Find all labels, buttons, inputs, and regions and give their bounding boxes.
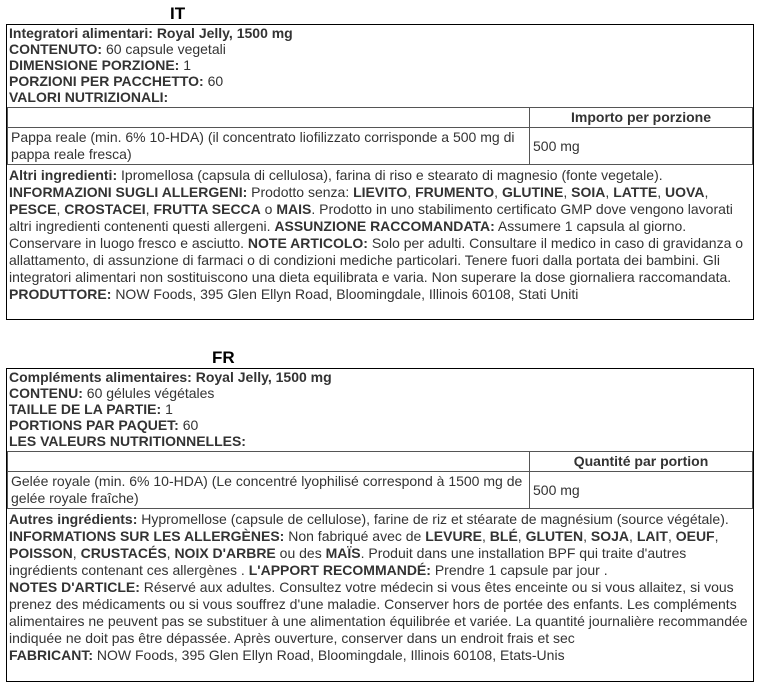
fr-content-label: CONTENU: [9,385,83,401]
allergen-item: CROSTACEI [64,201,146,217]
fr-serving-label: TAILLE DE LA PARTIE: [9,401,162,417]
it-other-label: Altri ingredienti: [9,167,118,183]
allergen-item: GLUTEN [525,528,584,544]
allergen-item: MAIS [276,201,312,217]
table-row [8,108,753,128]
allergen-item: UOVA [665,184,705,200]
it-notes-label: NOTE ARTICOLO: [247,235,368,251]
it-other-value: Ipromellosa (capsula di cellulosa), farina di riso e stearato di magnesio (fonte vegetale). [121,167,663,183]
it-producer-label: PRODUTTORE: [9,286,112,302]
fr-nutrition-table [7,451,753,509]
table-row [8,128,753,165]
allergen-joiner: o [264,201,273,217]
allergen-item: NOIX D'ARBRE [174,545,276,561]
allergen-item: LAIT [636,528,668,544]
it-row-value: 500 mg [530,128,753,165]
it-producer-value: NOW Foods, 395 Glen Ellyn Road, Bloomingdale, Illinois 60108, Stati Uniti [115,286,579,302]
fr-product-line [7,369,753,385]
allergen-item: MAÏS [325,545,361,561]
fr-allergen-label: INFORMATIONS SUR LES ALLERGÈNES: [9,528,285,544]
it-serving-label: DIMENSIONE PORZIONE: [9,57,180,73]
it-allergen-tail: . Prodotto in uno stabilimento certificato GMP dove vengono lavorati altri ingredienti contenenti questi allergeni. [9,201,733,234]
it-content-line [7,41,753,57]
it-details: Altri ingredienti: Ipromellosa (capsula di cellulosa), farina di riso e stearato di magnesio (fonte vegetale). INFORMAZIONI SUGLI ALLERGENI: Prodotto senza: LIEVITO, FRUMENTO, GLUTINE, SOIA, LATTE, UOVA, PESCE, CROSTACEI, FRUTTA SECCA o MAIS. Prodotto in uno stabilimento certificato GMP dove vengono lavorati altri ingredienti contenenti questi allergeni. ASSUNZIONE RACCOMANDATA: Assumere 1 capsula al giorno. Conservare in luogo fresco e asciutto. NOTE ARTICOLO: Solo per adulti. Consultare il medico in caso di gravidanza o allattamento, di assunzione di farmaci o di condizioni mediche particolari. Tenere fuori dalla portata dei bambini. Gli integratori alimentari non sostituiscono una dieta equilibrata e varia. Non superare la dose giornaliera raccomandata. PRODUTTORE: NOW Foods, 395 Glen Ellyn Road, Bloomingdale, Illinois 60108, Stati Uniti [9,167,744,302]
it-product-value: Royal Jelly, 1500 mg [156,25,293,41]
fr-producer-label: FABRICANT: [9,647,93,663]
it-product-line [7,25,753,41]
it-notes-value: Solo per adulti. Consultare il medico in caso di gravidanza o allattamento, di assunzione di farmaci o di condizioni mediche particolari. Tenere fuori dalla portata dei bambini. Gli integratori alimentari non sostituiscono una dieta equilibrata e varia. Non superare la dose giornaliera raccomandata. [9,235,744,285]
allergen-item: FRUTTA SECCA [153,201,261,217]
fr-servings-line [7,417,753,433]
fr-dosage-label: L'APPORT RECOMMANDÉ: [248,562,431,578]
allergen-item: LEVURE [425,528,483,544]
fr-other-label: Autres ingrédients: [9,511,138,527]
fr-section-title: FR [212,348,235,367]
fr-product-value: Royal Jelly, 1500 mg [195,369,332,385]
fr-serving-value: 1 [165,401,173,417]
it-servings-label: PORZIONI PER PACCHETTO: [9,73,204,89]
allergen-item: SOIA [571,184,606,200]
fr-servings-value: 60 [182,417,199,433]
fr-producer-value: NOW Foods, 395 Glen Ellyn Road, Bloomingdale, Illinois 60108, Etats-Unis [96,647,565,663]
it-allergen-intro: Prodotto senza: [251,184,350,200]
it-content-value: 60 capsule vegetali [105,41,226,57]
allergen-item: PESCE [9,201,57,217]
fr-info-block [6,368,754,682]
fr-notes-value: Réservé aux adultes. Consultez votre médecin si vous êtes enceinte ou si vous allaitez, si vous prenez des médicaments ou si vous souffrez d'une maladie. Conserver hors de portée des enfants. Les compléments alimentaires ne peuvent pas se substituer à une alimentation équilibrée et variée. La quantité journalière recommandée indiquée ne doit pas être dépassée. Après ouverture, conserver dans un endroit frais et sec [9,579,748,646]
fr-servings-label: PORTIONS PAR PAQUET: [9,417,179,433]
fr-details: Autres ingrédients: Hypromellose (capsule de cellulose), farine de riz et stéarate de magnésium (source végétale). INFORMATIONS SUR LES ALLERGÈNES: Non fabriqué avec de LEVURE, BLÉ, GLUTEN, SOJA, LAIT, OEUF, POISSON, CRUSTACÉS, NOIX D'ARBRE ou des MAÏS. Produit dans une installation BPF qui traite d'autres ingrédients contenant ces allergènes . L'APPORT RECOMMANDÉ: Prendre 1 capsule par jour . NOTES D'ARTICLE: Réservé aux adultes. Consultez votre médecin si vous êtes enceinte ou si vous allaitez, si vous prenez des médicaments ou si vous souffrez d'une maladie. Conserver hors de portée des enfants. Les compléments alimentaires ne peuvent pas se substituer à une alimentation équilibrée et variée. La quantité journalière recommandée indiquée ne doit pas être dépassée. Après ouverture, conserver dans un endroit frais et sec FABRICANT: NOW Foods, 395 Glen Ellyn Road, Bloomingdale, Illinois 60108, Etats-Unis [9,511,748,663]
it-servings-line [7,73,753,89]
it-nutrition-heading [7,89,753,105]
it-servings-value: 60 [207,73,224,89]
allergen-item: SOJA [590,528,630,544]
fr-row-name: Gelée royale (min. 6% 10-HDA) (Le concentré lyophilisé correspond à 1500 mg de gelée royale fraîche) [8,472,530,509]
fr-row-value: 500 mg [530,472,753,509]
fr-allergen-tail: . Produit dans une installation BPF qui traite d'autres ingrédients contenant ces allergènes . [9,545,687,578]
allergen-item: LATTE [613,184,658,200]
it-row-name: Pappa reale (min. 6% 10-HDA) (il concentrato liofilizzato corrisponde a 500 mg di pappa reale fresca) [8,128,530,165]
fr-nutrition-heading [7,433,753,449]
fr-table-header: Quantité par portion [573,453,709,469]
it-serving-value: 1 [183,57,192,73]
allergen-item: FRUMENTO [415,184,495,200]
allergen-item: POISSON [9,545,73,561]
it-serving-line [7,57,753,73]
allergen-item: OEUF [675,528,715,544]
fr-serving-line [7,401,753,417]
it-product-label: Integratori alimentari: [9,25,153,41]
allergen-item: LIEVITO [353,184,408,200]
allergen-item: CRUSTACÉS [80,545,167,561]
fr-content-value: 60 gélules végétales [86,385,215,401]
nutrition-label: VALORI NUTRIZIONALI: [9,89,169,105]
nutrition-label: LES VALEURS NUTRITIONNELLES: [9,433,246,449]
fr-dosage-value: Prendre 1 capsule par jour . [434,562,608,578]
fr-allergen-intro: Non fabriqué avec de [288,528,422,544]
it-section-title: IT [170,4,186,23]
it-dosage-label: ASSUNZIONE RACCOMANDATA: [274,218,495,234]
allergen-joiner: ou des [279,545,322,561]
it-table-header: Importo per porzione [571,109,711,125]
it-dosage-value: Assumere 1 capsula al giorno. Conservare in luogo fresco e asciutto. [9,218,687,251]
table-row [8,472,753,509]
allergen-item: BLÉ [489,528,518,544]
allergen-item: GLUTINE [501,184,564,200]
fr-content-line [7,385,753,401]
fr-other-value: Hypromellose (capsule de cellulose), farine de riz et stéarate de magnésium (source végétale). [141,511,729,527]
fr-notes-label: NOTES D'ARTICLE: [9,579,140,595]
fr-product-label: Compléments alimentaires: [9,369,192,385]
it-nutrition-table [7,107,753,165]
it-content-label: CONTENUTO: [9,41,103,57]
table-row [8,452,753,472]
it-allergen-label: INFORMAZIONI SUGLI ALLERGENI: [9,184,248,200]
it-info-block [6,24,754,320]
